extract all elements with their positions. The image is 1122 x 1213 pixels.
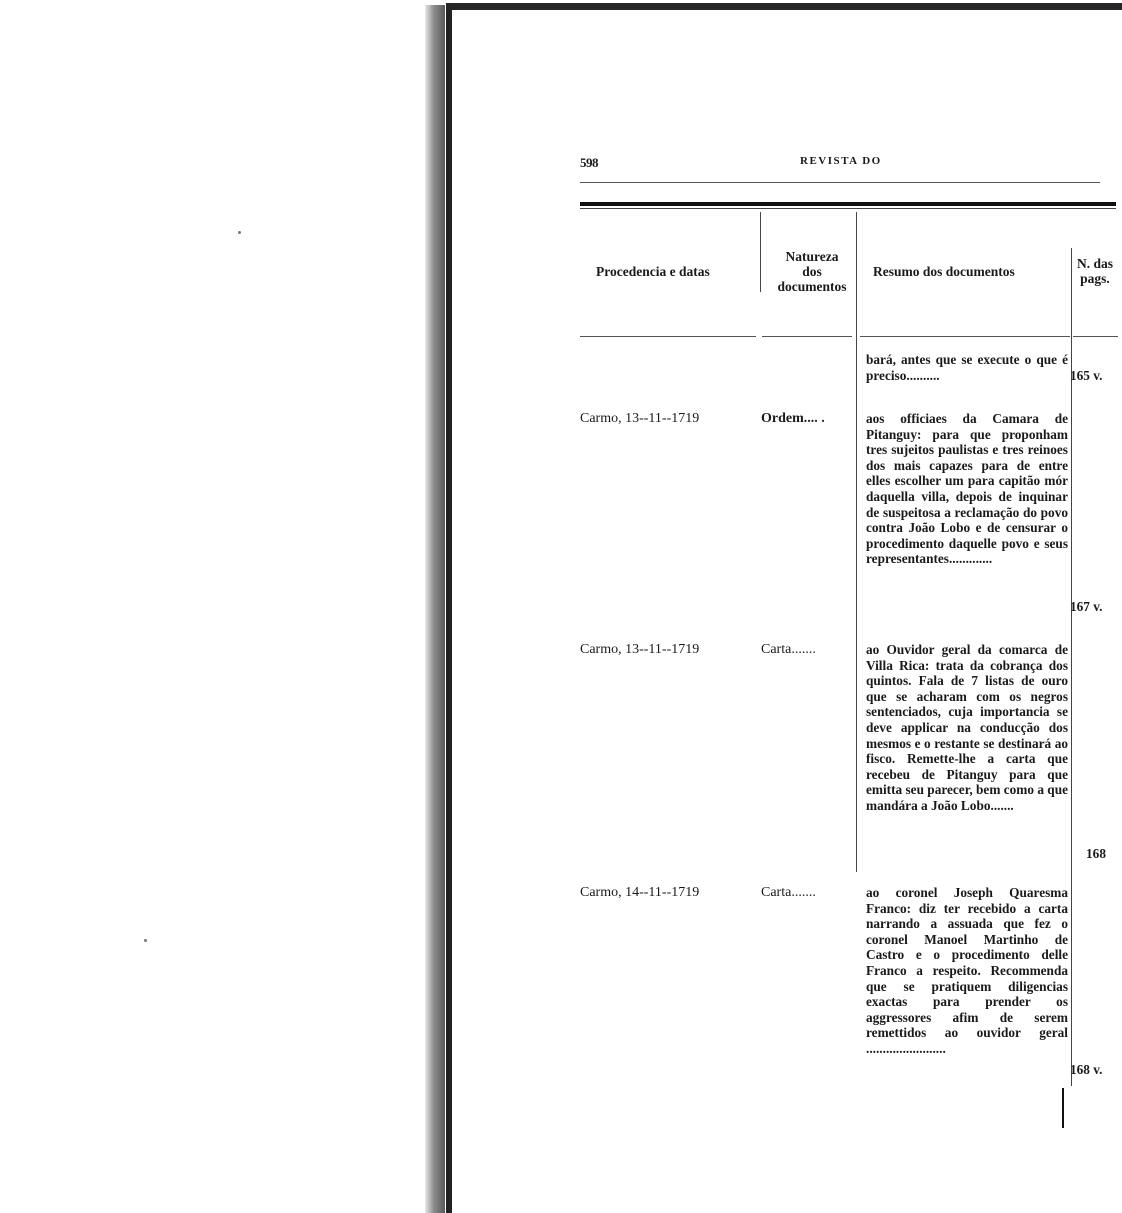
running-header — [580, 155, 1100, 175]
table-row-procedencia: Carmo, 13--11--1719 — [580, 642, 700, 657]
table-row-procedencia: Carmo, 14--11--1719 — [580, 885, 700, 900]
header-bottom-rule — [762, 336, 852, 337]
table-row-pags: 167 v. — [1070, 599, 1103, 614]
table-row-natureza: Carta....... — [761, 642, 816, 657]
table-row-resumo: ao Ouvidor geral da comarca de Villa Rica: trata da cobrança dos quintos. Fala de 7 listas de ouro que se acharam com os negros sentenciados, cuja importancia se deve applicar na conducção dos mesmos e o restante se destinará ao fisco. Remette-lhe a carta que recebeu de Pitanguy para que emitta seu parecer, bem como a que mandára a João Lobo....... — [866, 642, 1068, 813]
column-header-natureza: Natureza dos documentos — [777, 249, 847, 294]
table-row-natureza: Carta....... — [761, 885, 816, 900]
header-bottom-rule — [860, 336, 1070, 337]
book-spine — [425, 5, 445, 1213]
table-top-rule — [580, 202, 1116, 206]
header-bottom-rule — [1073, 336, 1118, 337]
header-bottom-rule — [580, 336, 756, 337]
table-row-procedencia: Carmo, 13--11--1719 — [580, 411, 700, 426]
column-header-pags: N. das pags. — [1076, 256, 1113, 286]
scan-speck — [238, 231, 241, 234]
column-divider — [856, 212, 857, 872]
column-header-procedencia: Procedencia e datas — [596, 264, 710, 279]
table-row-pags: 168 v. — [1070, 1062, 1103, 1077]
table-row-pags: 168 — [1086, 846, 1106, 861]
table-top-rule-thin — [580, 208, 1116, 209]
table-row-resumo: ao coronel Joseph Quaresma Franco: diz ter recebido a carta narrando a assuada que fez o coronel Manoel Martinho de Castro e o procedimento delle Franco a respeito. Recommenda que se pratiquem diligencias exactas para prender os aggressores afim de serem remettidos ao ouvidor geral ........................ — [866, 885, 1068, 1056]
column-divider — [760, 212, 761, 292]
page-top-edge — [446, 3, 1122, 10]
table-row-resumo: aos officiaes da Camara de Pitanguy: para que proponham tres sujeitos paulistas e tres reinoes dos mais capazes para de entre elles escolher um para capitão mór daquella villa, depois de inquinar de suspeitosa a reclamação do povo contra João Lobo e de censurar o procedimento daquelle povo e seus representantes............. — [866, 411, 1068, 567]
page-edge-line — [446, 5, 452, 1213]
page-number: 598 — [580, 155, 598, 170]
column-end-mark — [1062, 1088, 1064, 1128]
scan-speck — [144, 939, 147, 942]
column-header-resumo: Resumo dos documentos — [873, 264, 1015, 279]
table-row-natureza: Ordem.... . — [761, 411, 825, 426]
table-row-resumo: bará, antes que se execute o que é preciso.......... — [866, 352, 1068, 383]
running-title: REVISTA DO — [800, 155, 882, 167]
header-rule — [580, 182, 1100, 183]
table-row-pags: 165 v. — [1070, 368, 1103, 383]
